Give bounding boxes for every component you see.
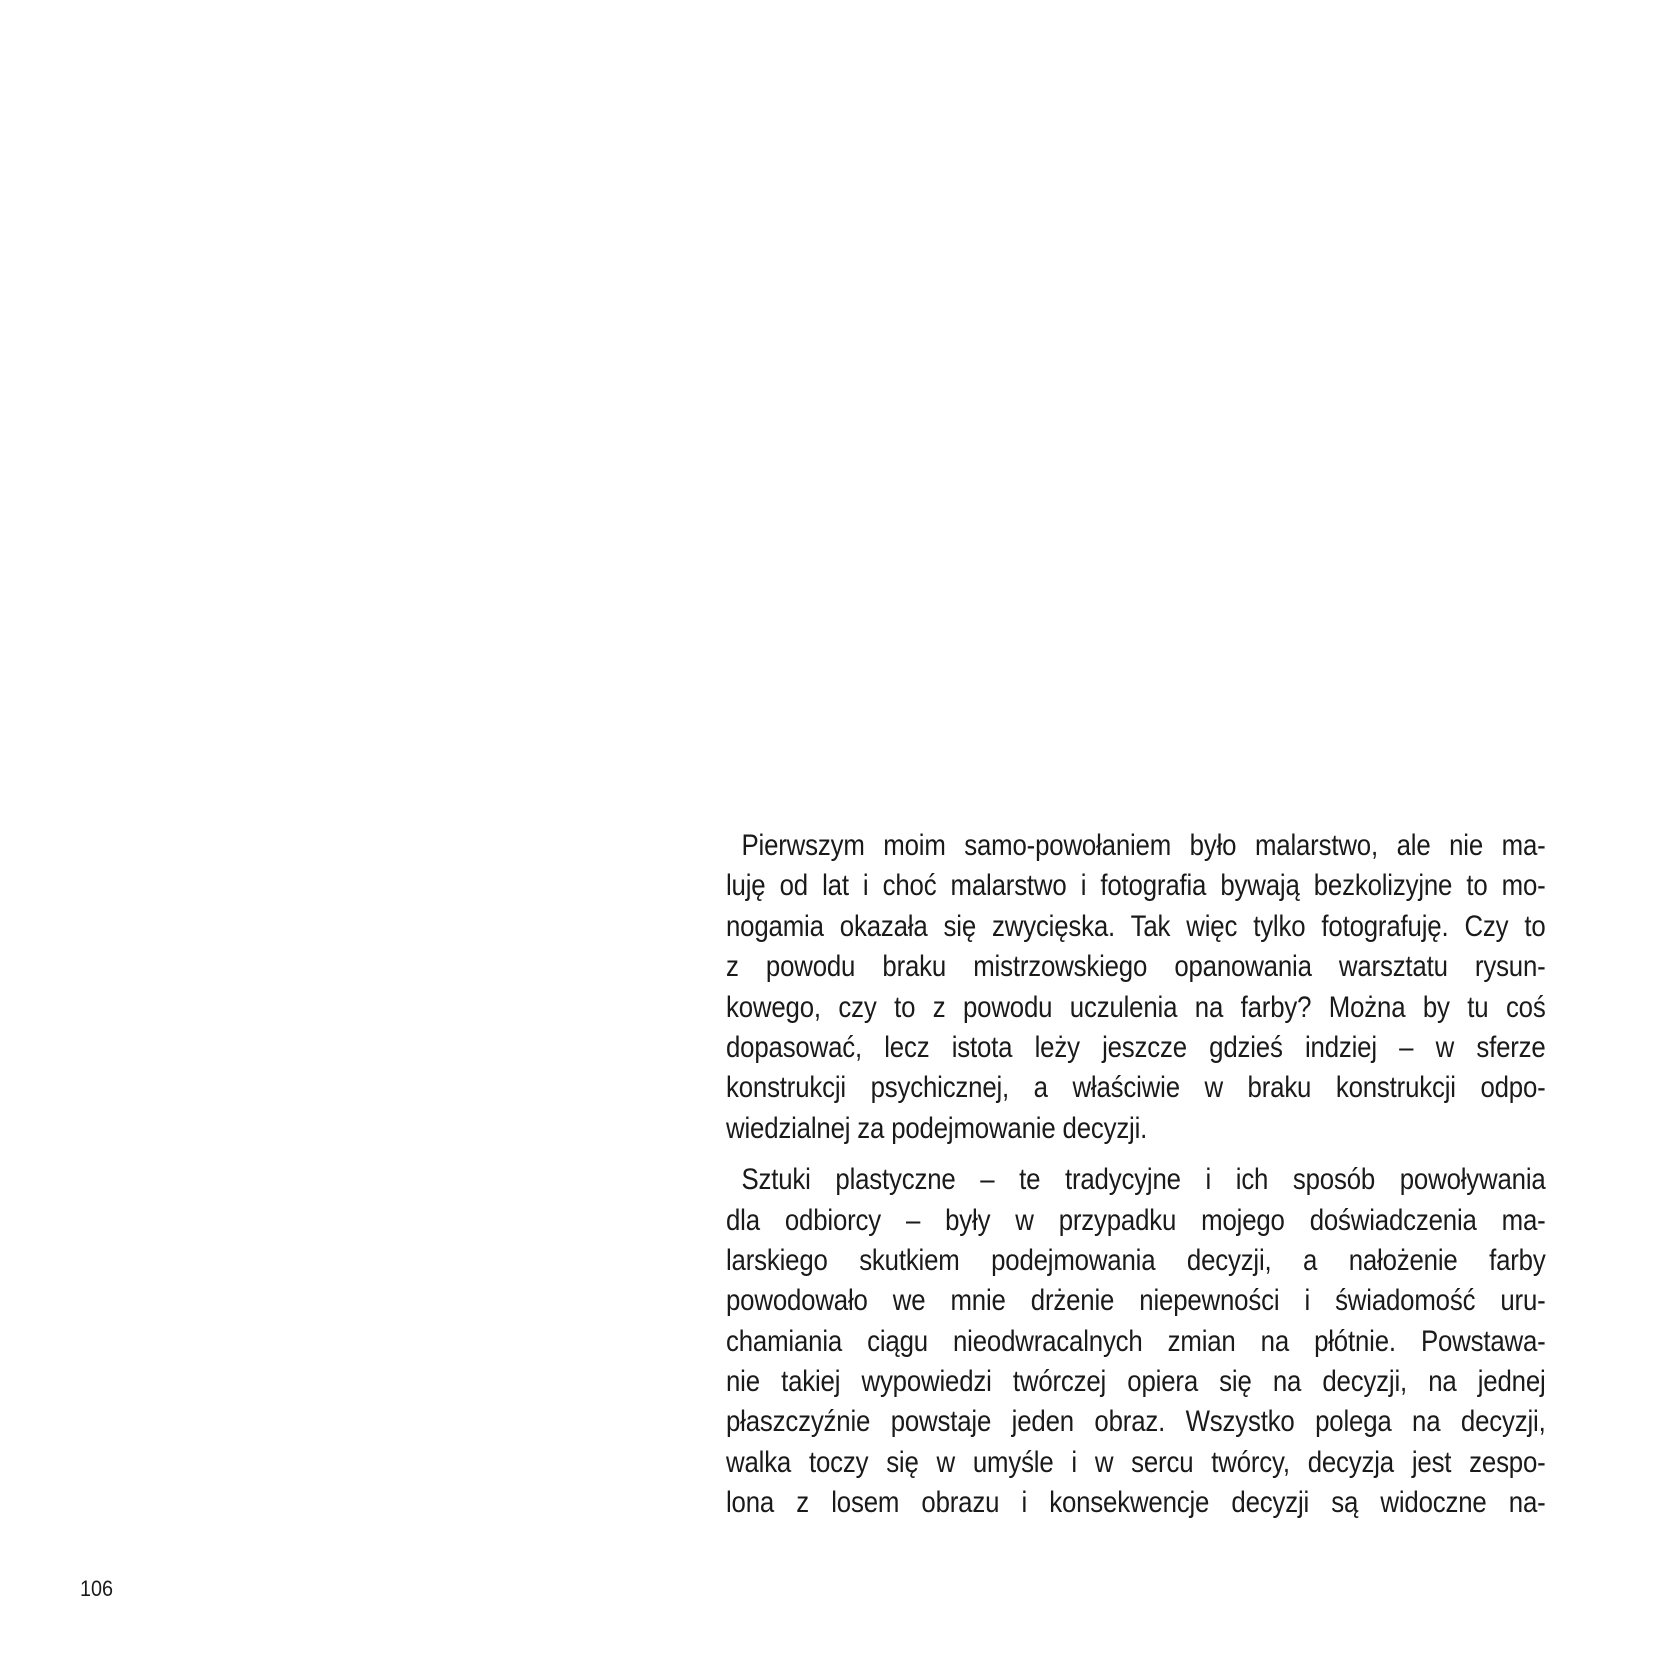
- body-text: [726, 826, 1546, 1524]
- text-line: z powodu braku mistrzowskiego opanowania warsztatu rysun-: [726, 950, 1546, 984]
- paragraph-1: [726, 826, 1546, 1149]
- text-line: luję od lat i choć malarstwo i fotografia bywają bezkolizyjne to mo-: [726, 869, 1546, 903]
- text-line: larskiego skutkiem podejmowania decyzji, a nałożenie farby: [726, 1243, 1546, 1277]
- text-line: konstrukcji psychicznej, a właściwie w braku konstrukcji odpo-: [726, 1071, 1546, 1105]
- text-line: lona z losem obrazu i konsekwencje decyzji są widoczne na-: [726, 1486, 1546, 1520]
- text-line: walka toczy się w umyśle i w sercu twórcy, decyzja jest zespo-: [726, 1445, 1546, 1479]
- text-line: płaszczyźnie powstaje jeden obraz. Wszystko polega na decyzji,: [726, 1405, 1546, 1439]
- text-line: dla odbiorcy – były w przypadku mojego doświadczenia ma-: [726, 1203, 1546, 1237]
- text-line: nie takiej wypowiedzi twórczej opiera się na decyzji, na jednej: [726, 1365, 1546, 1399]
- text-line: nogamia okazała się zwycięska. Tak więc tylko fotografuję. Czy to: [726, 909, 1546, 943]
- text-line: chamiania ciągu nieodwracalnych zmian na płótnie. Powstawa-: [726, 1324, 1546, 1358]
- text-line: powodowało we mnie drżenie niepewności i świadomość uru-: [726, 1284, 1546, 1318]
- paragraph-spacer: [726, 1149, 1546, 1160]
- paragraph-2: [726, 1160, 1546, 1524]
- text-line: dopasować, lecz istota leży jeszcze gdzieś indziej – w sferze: [726, 1030, 1546, 1064]
- text-line: Sztuki plastyczne – te tradycyjne i ich sposób powoływania: [741, 1163, 1546, 1197]
- text-line: kowego, czy to z powodu uczulenia na farby? Można by tu coś: [726, 990, 1546, 1024]
- page-number: 106: [80, 1576, 114, 1601]
- text-line: Pierwszym moim samo-powołaniem było malarstwo, ale nie ma-: [741, 829, 1546, 862]
- text-line: wiedzialnej za podejmowanie decyzji.: [726, 1111, 1148, 1145]
